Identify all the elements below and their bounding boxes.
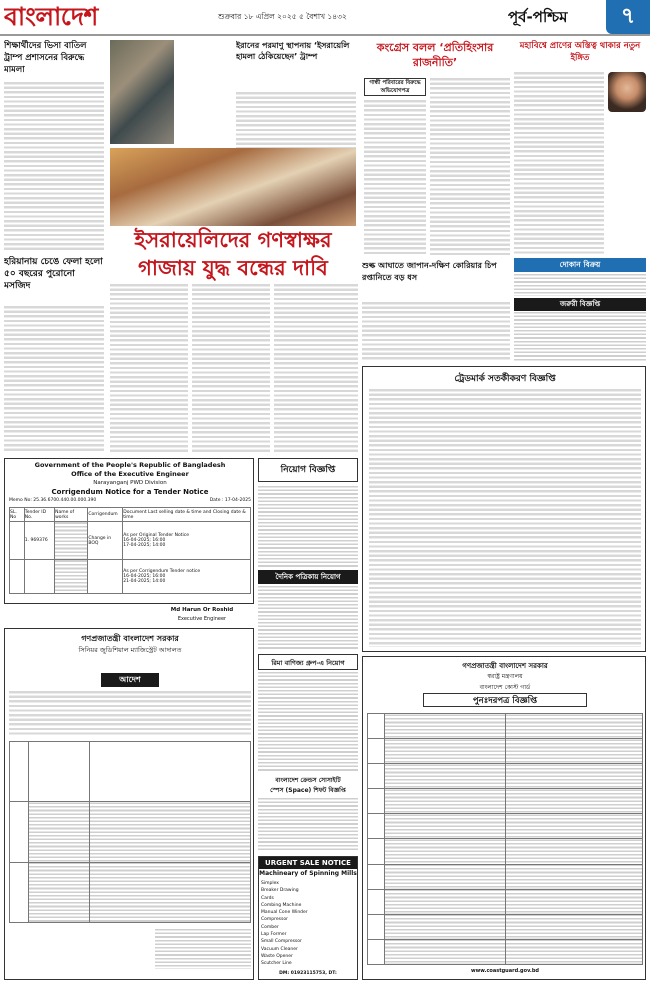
col-last: Document Last selling date & time and Closing date & time [123, 508, 251, 522]
photo-israel-protest [110, 148, 356, 226]
coast-cell [368, 939, 385, 964]
coast-cell [506, 939, 643, 964]
coast-cell [385, 714, 506, 739]
gov-line-2: Office of the Executive Engineer [71, 470, 189, 478]
machine-item: Cards [261, 895, 274, 901]
machine-item: Simplex [261, 881, 279, 886]
photo-iran-caption [178, 42, 230, 142]
row1-date1: 16-04-2025; 16:00 [123, 538, 166, 543]
machine-item: Manual Cone Winder [261, 910, 308, 916]
story-congress-headline: কংগ্রেস বলল ‘প্রতিহিংসার রাজনীতি’ [376, 41, 494, 69]
photo-iran-strike [110, 40, 174, 144]
shop-sale-body [514, 274, 646, 296]
cricket-body [258, 798, 358, 852]
coast-title-4: পুনঃদরপত্র বিজ্ঞপ্তি [423, 693, 587, 707]
coast-cell [385, 939, 506, 964]
story-gandhi-kicker: গান্ধী পরিবারের বিরুদ্ধে অভিযোগপত্র [364, 78, 426, 96]
tender-signer: Md Harun Or Roshid [170, 607, 234, 613]
coast-cell [385, 914, 506, 939]
coast-cell [506, 814, 643, 839]
coast-guard-box [362, 656, 646, 980]
story-israel-body-1 [110, 284, 188, 452]
coast-cell [506, 789, 643, 814]
row1-works [55, 522, 88, 560]
coast-title-1: গণপ্রজাতন্ত্রী বাংলাদেশ সরকার [462, 662, 548, 670]
col-sl: SL. No [10, 508, 25, 522]
corrigendum-title: Corrigendum Notice for a Tender Notice [51, 488, 209, 496]
row2-sl [10, 560, 25, 594]
coast-cell [506, 714, 643, 739]
col-corr: Corrigendum [88, 508, 123, 522]
row2-change [88, 560, 123, 594]
court-cell [90, 742, 251, 802]
urgent-notice-body [514, 312, 646, 362]
tender-table [9, 507, 251, 599]
section-tag: পূর্ব-পশ্চিম [508, 8, 568, 26]
court-cell [29, 862, 90, 922]
urgent-sale-title: URGENT SALE NOTICE [259, 857, 357, 869]
story-haryana-headline: হরিয়ানায় চেঙে ফেলা হলো ৫০ বছরের পুরোনো মসজিদ [4, 257, 103, 291]
machine-item: Scutcher Line [261, 961, 292, 967]
coast-title-2: স্বরাষ্ট্র মন্ত্রণালয় [487, 673, 523, 680]
court-title: গণপ্রজাতন্ত্রী বাংলাদেশ সরকার [81, 634, 179, 643]
court-intro [9, 691, 251, 737]
machine-item: Small Compressor [261, 939, 302, 945]
machine-item: Breaker Drawing [261, 888, 299, 894]
machine-item: Vacuum Cleaner [261, 946, 298, 952]
coast-title-3: বাংলাদেশ কোস্ট গার্ড [479, 684, 531, 691]
coast-cell [506, 914, 643, 939]
story-universe-body [514, 72, 604, 256]
urgent-sale-subtitle: Machineary of Spinning Mills [259, 870, 357, 877]
row2-works [55, 560, 88, 594]
coast-cell [506, 764, 643, 789]
coast-cell [368, 739, 385, 764]
court-table [9, 741, 251, 923]
coast-cell [385, 739, 506, 764]
coast-cell [368, 764, 385, 789]
row1-date2: 17-04-2025; 14:00 [123, 543, 166, 548]
machine-item: Combing Machine [261, 902, 302, 908]
coast-cell [368, 789, 385, 814]
coast-cell [506, 889, 643, 914]
coast-website: www.coastguard.gov.bd [471, 968, 539, 974]
col-works: Name of works [55, 508, 88, 522]
story-universe-headline: মহাবিশ্বে প্রাণের অস্তিত্ব থাকার নতুন ইঙ্গিত [519, 41, 641, 63]
row1-change: Change in BOQ [88, 522, 123, 560]
story-trump-case-body [4, 82, 104, 252]
coast-cell [506, 739, 643, 764]
machine-item: Lap Former [261, 932, 287, 938]
shop-sale-banner: দোকান বিক্রয় [514, 258, 646, 272]
story-korea-headline: শুল্ক আঘাতে জাপান-দক্ষিণ কোরিয়ার চিপ রপ্তানিতে বড় ধস [362, 261, 497, 282]
space-notice: স্পেস (Space) শিফট বিজ্ঞপ্তি [270, 787, 346, 794]
coast-cell [368, 839, 385, 864]
masthead-date: শুক্রবার ১৮ এপ্রিল ২০২৫ ৫ বৈশাখ ১৪৩২ [218, 12, 347, 21]
court-cell [10, 862, 29, 922]
ngo-title-box [258, 458, 358, 482]
row2-dates [123, 560, 251, 594]
row1-orig: As per Original Tender Notice [123, 533, 189, 538]
machine-item: Comber [261, 924, 279, 930]
urgent-sale-box [258, 856, 358, 980]
daily-title: দৈনিক পত্রিকায় নিয়োগ [258, 570, 358, 584]
story-israel-headline-2: গাজায় যুদ্ধ বন্ধের দাবি [138, 255, 328, 280]
trademark-notice-box [362, 366, 646, 652]
coast-cell [385, 789, 506, 814]
row1-dates [123, 522, 251, 560]
memo-number: Memo No: 25.36.6700.440.00.000.390 [9, 498, 97, 503]
masthead-rule [0, 34, 650, 36]
cricket-org: বাংলাদেশ ক্রেন্ডস সোসাইটি [275, 777, 341, 784]
order-label: আদেশ [101, 673, 159, 687]
gov-line-1: Government of the People's Republic of Bangladesh [34, 461, 226, 469]
coast-cell [368, 814, 385, 839]
machine-item: Waste Opener [261, 953, 293, 959]
coast-cell [368, 864, 385, 889]
row2-date2: 21-04-2025; 14:00 [123, 579, 166, 584]
court-cell [10, 802, 29, 862]
gov-line-3: Narayanganj PWD Division [93, 480, 167, 486]
court-subtitle: সিনিয়র জুডিশিয়াল ম্যাজিস্ট্রেট আদালত [78, 646, 182, 654]
coast-cell [368, 714, 385, 739]
sale-phone: DM: 01923115753, DT: [279, 971, 337, 976]
coast-cell [385, 889, 506, 914]
masthead-logo: বাংলাদেশ [4, 2, 98, 31]
memo-date: Date : 17-04-2025 [209, 498, 251, 503]
court-signature [155, 929, 251, 969]
coast-grid [367, 713, 643, 965]
photo-universe [608, 72, 646, 112]
coast-cell [385, 764, 506, 789]
trademark-body [369, 389, 641, 647]
coast-cell [506, 839, 643, 864]
story-korea-body [362, 302, 510, 362]
machine-list [261, 880, 355, 968]
court-cell [29, 742, 90, 802]
tender-signer-title: Executive Engineer [177, 616, 227, 622]
daily-body [258, 586, 358, 650]
row2-orig: As per Corrigendum Tender notice [123, 569, 201, 574]
story-haryana-body [4, 306, 104, 452]
court-grid [9, 741, 251, 923]
coast-cell [385, 839, 506, 864]
tender-grid [9, 507, 251, 594]
page-number: ৭ [606, 0, 650, 34]
coast-cell [385, 864, 506, 889]
court-cell [10, 742, 29, 802]
row2-date1: 16-04-2025; 16:00 [123, 574, 166, 579]
story-israel-body-2 [192, 284, 270, 452]
coast-cell [385, 814, 506, 839]
story-iran-headline: ইরানের পরমাণু স্থাপনায় ‘ইসরায়েলি হামলা ঠেকিয়েছেন’ ট্রাম্প [236, 41, 350, 61]
story-israel-headline-1: ইসরায়েলিদের গণস্বাক্ষর [134, 227, 332, 252]
court-cell [90, 862, 251, 922]
coast-cell [368, 889, 385, 914]
coast-table [367, 713, 643, 965]
court-cell [29, 802, 90, 862]
story-congress-body-1 [364, 100, 426, 256]
col-tender: Tender ID No. [24, 508, 54, 522]
coast-cell [368, 914, 385, 939]
court-order-box [4, 628, 254, 980]
row2-id [24, 560, 54, 594]
coast-cell [506, 864, 643, 889]
court-cell [90, 802, 251, 862]
ngo-title: নিয়োগ বিজ্ঞপ্তি [280, 465, 336, 475]
story-trump-case-headline: শিক্ষার্থীদের ভিসা বাতিল ট্রাম্প প্রশাসনের বিরুদ্ধে মামলা [4, 41, 87, 75]
row1-sl [10, 522, 25, 560]
machine-item: Compressor [261, 917, 288, 923]
rima-title-box [258, 654, 358, 670]
trademark-title: ট্রেডমার্ক সতর্কীকরণ বিজ্ঞপ্তি [454, 374, 556, 384]
urgent-notice-banner: জরুরী বিজ্ঞপ্তি [514, 298, 646, 311]
story-israel-body-3 [274, 284, 358, 452]
story-congress-body-2 [430, 78, 510, 256]
rima-title: রিমা বাণিজ্য গ্রুপ-এ নিয়োগ [271, 659, 345, 667]
row1-id: 1. 969376 [24, 522, 54, 560]
rima-body [258, 672, 358, 772]
tender-corrigendum-box [4, 458, 254, 604]
ngo-body [258, 486, 358, 568]
